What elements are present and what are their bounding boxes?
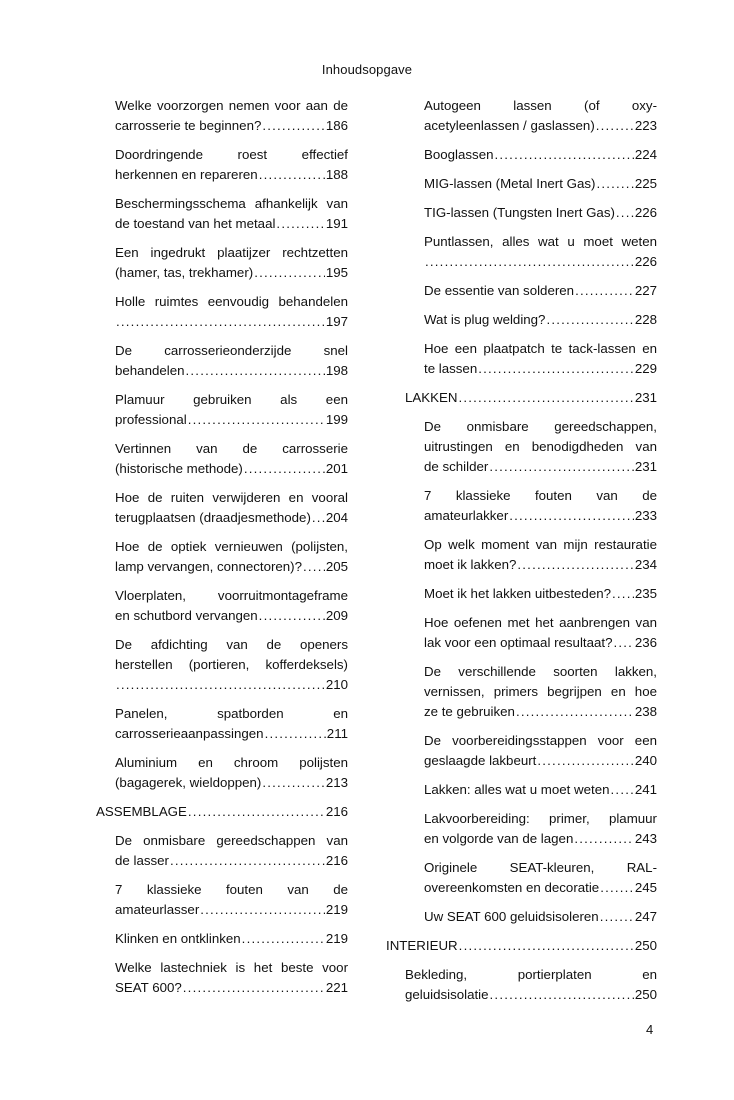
dot-leader — [312, 508, 325, 528]
toc-entry-text-line: De afdichting van de openers — [115, 637, 348, 652]
toc-page-number: 234 — [634, 557, 657, 572]
toc-entry-text-line: Vertinnen van de carrosserie — [115, 441, 348, 456]
toc-page-number: 199 — [325, 412, 348, 427]
dot-leader — [116, 312, 325, 332]
toc-entry-text: carrosserieaanpassingen — [115, 726, 264, 741]
toc-entry-text-line: Plamuur gebruiken als een — [115, 392, 348, 407]
dot-leader — [200, 900, 325, 920]
toc-entry-last-line — [115, 459, 348, 479]
toc-entry-last-line — [96, 802, 348, 822]
toc-entry[interactable] — [115, 929, 348, 949]
toc-entry-text-line: Hoe de ruiten verwijderen en vooral — [115, 490, 348, 505]
toc-page-number: 186 — [325, 118, 348, 133]
dot-leader — [509, 506, 634, 526]
toc-entry-last-line — [424, 584, 657, 604]
dot-leader — [600, 907, 634, 927]
toc-page-number: 228 — [634, 312, 657, 327]
toc-entry[interactable] — [424, 907, 657, 927]
toc-page-number: 250 — [634, 938, 657, 953]
toc-page-number: 233 — [634, 508, 657, 523]
toc-entry-last-line — [115, 214, 348, 234]
toc-entry-last-line — [424, 203, 657, 223]
page-title: Inhoudsopgave — [321, 62, 413, 77]
toc-entry-text: en volgorde van de lagen — [424, 831, 574, 846]
toc-entry-text: de toestand van het metaal — [115, 216, 276, 231]
toc-entry[interactable] — [424, 535, 657, 575]
toc-entry[interactable] — [424, 203, 657, 223]
dot-leader — [516, 702, 634, 722]
toc-entry-text-line: Hoe oefenen met het aanbrengen van — [424, 615, 657, 630]
toc-entry-text-line: Vloerplaten, voorruitmontageframe — [115, 588, 348, 603]
dot-leader — [170, 851, 325, 871]
toc-entry-text-line: Bekleding, portierplaten en — [405, 967, 657, 982]
toc-page-number: 227 — [634, 283, 657, 298]
toc-entry-text: geluidsisolatie — [405, 987, 489, 1002]
toc-entry[interactable] — [115, 958, 348, 998]
toc-entry-text: te lassen — [424, 361, 478, 376]
toc-entry[interactable] — [115, 831, 348, 871]
toc-entry-text: (historische methode) — [115, 461, 243, 476]
toc-entry-text-line: Een ingedrukt plaatijzer rechtzetten — [115, 245, 348, 260]
toc-entry-last-line — [115, 410, 348, 430]
toc-entry-last-line — [115, 263, 348, 283]
toc-entry[interactable] — [115, 880, 348, 920]
toc-entry[interactable] — [424, 96, 657, 136]
toc-page-number: 213 — [325, 775, 348, 790]
toc-entry[interactable] — [424, 780, 657, 800]
toc-entry-text-line: uitrustingen en benodigdheden van — [424, 439, 657, 454]
toc-entry-last-line — [386, 936, 657, 956]
toc-entry-text: amateurlakker — [424, 508, 509, 523]
toc-entry-text: professional — [115, 412, 187, 427]
toc-entry-last-line — [115, 773, 348, 793]
dot-leader — [186, 361, 325, 381]
toc-entry[interactable] — [115, 586, 348, 626]
toc-entry-text: behandelen — [115, 363, 185, 378]
toc-page-number: 245 — [634, 880, 657, 895]
toc-entry-text: acetyleenlassen / gaslassen) — [424, 118, 595, 133]
toc-entry-text: De essentie van solderen — [424, 283, 575, 298]
toc-page-number: 221 — [325, 980, 348, 995]
toc-page-number: 216 — [325, 804, 348, 819]
toc-page-number: 226 — [634, 205, 657, 220]
dot-leader — [495, 145, 634, 165]
toc-entry-text: INTERIEUR — [386, 938, 458, 953]
toc-entry-text-line: De carrosserieonderzijde snel — [115, 343, 348, 358]
toc-page-number: 225 — [634, 176, 657, 191]
toc-page-number: 224 — [634, 147, 657, 162]
toc-entry-text-line: Welke lastechniek is het beste voor — [115, 960, 348, 975]
toc-entry[interactable] — [115, 439, 348, 479]
toc-entry-text-line: herstellen (portieren, kofferdeksels) — [115, 657, 348, 672]
toc-entry-text: carrosserie te beginnen? — [115, 118, 262, 133]
dot-leader — [574, 829, 633, 849]
toc-entry-last-line — [115, 312, 348, 332]
toc-entry-last-line — [405, 388, 657, 408]
toc-page-number: 235 — [634, 586, 657, 601]
toc-entry-text: TIG-lassen (Tungsten Inert Gas) — [424, 205, 615, 220]
toc-entry-text: MIG-lassen (Metal Inert Gas) — [424, 176, 596, 191]
toc-entry-text-line: Holle ruimtes eenvoudig behandelen — [115, 294, 348, 309]
toc-entry-text-line: vernissen, primers begrijpen en hoe — [424, 684, 657, 699]
toc-entry[interactable] — [424, 232, 657, 272]
toc-page-number: 211 — [326, 726, 348, 741]
toc-page-number: 209 — [325, 608, 348, 623]
dot-leader — [254, 263, 325, 283]
toc-page-number: 231 — [634, 459, 657, 474]
toc-entry-text: (hamer, tas, trekhamer) — [115, 265, 254, 280]
toc-entry-text-line: Doordringende roest effectief — [115, 147, 348, 162]
dot-leader — [612, 584, 634, 604]
toc-page-number: 201 — [325, 461, 348, 476]
toc-entry-last-line — [115, 978, 348, 998]
toc-entry[interactable] — [115, 390, 348, 430]
dot-leader — [259, 606, 325, 626]
toc-entry[interactable] — [115, 635, 348, 695]
toc-page-number: 219 — [325, 931, 348, 946]
toc-section[interactable] — [96, 802, 348, 822]
dot-leader — [611, 780, 634, 800]
toc-entry-last-line — [115, 508, 348, 528]
toc-entry-text: geslaagde lakbeurt — [424, 753, 537, 768]
toc-entry-text: terugplaatsen (draadjesmethode) — [115, 510, 311, 525]
toc-entry-last-line — [115, 675, 348, 695]
toc-entry-last-line — [424, 310, 657, 330]
toc-entry[interactable] — [115, 537, 348, 577]
toc-entry-last-line — [405, 985, 657, 1005]
toc-entry[interactable] — [424, 662, 657, 722]
dot-leader — [116, 675, 325, 695]
toc-entry-text: herkennen en repareren — [115, 167, 258, 182]
toc-page-number: 195 — [325, 265, 348, 280]
dot-leader — [183, 978, 325, 998]
toc-section[interactable] — [386, 936, 657, 956]
toc-entry-text: LAKKEN — [405, 390, 458, 405]
toc-entry-text-line: De onmisbare gereedschappen van — [115, 833, 348, 848]
dot-leader — [244, 459, 325, 479]
toc-entry-last-line — [424, 633, 657, 653]
toc-page-number: 231 — [634, 390, 657, 405]
dot-leader — [478, 359, 634, 379]
toc-entry-text: Moet ik het lakken uitbesteden? — [424, 586, 612, 601]
toc-entry-last-line — [424, 907, 657, 927]
toc-entry-text-line: Aluminium en chroom polijsten — [115, 755, 348, 770]
toc-entry-text-line: Puntlassen, alles wat u moet weten — [424, 234, 657, 249]
toc-entry-text: amateurlasser — [115, 902, 200, 917]
page-number: 4 — [646, 1022, 654, 1037]
toc-page-number: 250 — [634, 987, 657, 1002]
toc-entry-last-line — [424, 359, 657, 379]
toc-entry-text-line: Panelen, spatborden en — [115, 706, 348, 721]
toc-page-number: 216 — [325, 853, 348, 868]
dot-leader — [596, 174, 633, 194]
toc-entry-last-line — [424, 702, 657, 722]
toc-page-number: 205 — [325, 559, 348, 574]
dot-leader — [265, 724, 326, 744]
toc-entry-text: Uw SEAT 600 geluidsisoleren — [424, 909, 599, 924]
toc-entry-last-line — [115, 724, 348, 744]
dot-leader — [242, 929, 325, 949]
toc-page-number: 188 — [325, 167, 348, 182]
toc-page-number: 204 — [325, 510, 348, 525]
toc-page-number: 226 — [634, 254, 657, 269]
toc-entry-last-line — [424, 829, 657, 849]
toc-entry-last-line — [424, 174, 657, 194]
toc-page-number: 247 — [634, 909, 657, 924]
toc-entry-last-line — [115, 851, 348, 871]
toc-page-number: 236 — [634, 635, 657, 650]
dot-leader — [276, 214, 324, 234]
toc-entry-text: de lasser — [115, 853, 169, 868]
toc-entry[interactable] — [424, 486, 657, 526]
toc-page-number: 223 — [634, 118, 657, 133]
toc-entry[interactable] — [424, 145, 657, 165]
toc-entry[interactable] — [424, 417, 657, 477]
toc-entry-last-line — [424, 281, 657, 301]
dot-leader — [259, 165, 325, 185]
toc-entry-text: Lakken: alles wat u moet weten — [424, 782, 610, 797]
toc-entry[interactable] — [424, 174, 657, 194]
toc-entry[interactable] — [424, 858, 657, 898]
toc-entry[interactable] — [405, 965, 657, 1005]
dot-leader — [613, 633, 633, 653]
toc-entry-text: ASSEMBLAGE — [96, 804, 187, 819]
toc-entry[interactable] — [115, 292, 348, 332]
dot-leader — [575, 281, 634, 301]
toc-entry-text-line: 7 klassieke fouten van de — [424, 488, 657, 503]
toc-entry-last-line — [424, 506, 657, 526]
toc-entry-text-line: De voorbereidingsstappen voor een — [424, 733, 657, 748]
dot-leader — [596, 116, 634, 136]
toc-entry-text: lamp vervangen, connectoren)? — [115, 559, 303, 574]
toc-entry-last-line — [115, 361, 348, 381]
toc-page-number: 198 — [325, 363, 348, 378]
toc-entry-text: Booglassen — [424, 147, 494, 162]
toc-entry[interactable] — [115, 488, 348, 528]
toc-entry-text: (bagagerek, wieldoppen) — [115, 775, 262, 790]
toc-entry-last-line — [115, 929, 348, 949]
toc-entry-text-line: Originele SEAT-kleuren, RAL- — [424, 860, 657, 875]
toc-entry-last-line — [115, 606, 348, 626]
toc-entry-last-line — [115, 900, 348, 920]
toc-entry[interactable] — [424, 731, 657, 771]
dot-leader — [262, 773, 324, 793]
toc-entry-text-line: Hoe de optiek vernieuwen (polijsten, — [115, 539, 348, 554]
toc-entry-text: moet ik lakken? — [424, 557, 517, 572]
dot-leader — [459, 936, 634, 956]
toc-entry-text: SEAT 600? — [115, 980, 182, 995]
toc-entry[interactable] — [115, 753, 348, 793]
dot-leader — [537, 751, 633, 771]
dot-leader — [616, 203, 634, 223]
dot-leader — [303, 557, 325, 577]
dot-leader — [458, 388, 633, 408]
dot-leader — [490, 985, 634, 1005]
toc-entry-text-line: Lakvoorbereiding: primer, plamuur — [424, 811, 657, 826]
dot-leader — [425, 252, 634, 272]
toc-page-number: 210 — [325, 677, 348, 692]
dot-leader — [600, 878, 634, 898]
toc-page-number: 191 — [325, 216, 348, 231]
dot-leader — [188, 802, 325, 822]
toc-entry[interactable] — [115, 243, 348, 283]
dot-leader — [262, 116, 324, 136]
toc-entry[interactable] — [424, 281, 657, 301]
toc-entry-last-line — [424, 252, 657, 272]
toc-entry-text-line: Autogeen lassen (of oxy- — [424, 98, 657, 113]
toc-entry-text: en schutbord vervangen — [115, 608, 258, 623]
toc-entry[interactable] — [424, 809, 657, 849]
toc-entry-last-line — [424, 555, 657, 575]
toc-right-column — [386, 96, 657, 1014]
toc-page-number: 238 — [634, 704, 657, 719]
dot-leader — [188, 410, 325, 430]
toc-entry[interactable] — [115, 96, 348, 136]
dot-leader — [489, 457, 634, 477]
toc-entry-text: Klinken en ontklinken — [115, 931, 241, 946]
dot-leader — [546, 310, 633, 330]
toc-page-number: 219 — [325, 902, 348, 917]
toc-entry[interactable] — [115, 341, 348, 381]
toc-entry-text: lak voor een optimaal resultaat? — [424, 635, 613, 650]
dot-leader — [517, 555, 633, 575]
toc-entry-text-line: Welke voorzorgen nemen voor aan de — [115, 98, 348, 113]
toc-entry-text-line: Op welk moment van mijn restauratie — [424, 537, 657, 552]
toc-entry[interactable] — [424, 613, 657, 653]
toc-entry-text: ze te gebruiken — [424, 704, 515, 719]
toc-entry-text: de schilder — [424, 459, 489, 474]
toc-page-number: 240 — [634, 753, 657, 768]
toc-entry[interactable] — [405, 388, 657, 408]
toc-entry[interactable] — [115, 145, 348, 185]
toc-entry-last-line — [424, 780, 657, 800]
toc-page-number: 197 — [325, 314, 348, 329]
toc-entry[interactable] — [424, 339, 657, 379]
toc-entry-last-line — [424, 116, 657, 136]
toc-entry-text-line: Beschermingsschema afhankelijk van — [115, 196, 348, 211]
toc-entry-last-line — [424, 145, 657, 165]
toc-entry[interactable] — [424, 310, 657, 330]
toc-entry-text-line: De verschillende soorten lakken, — [424, 664, 657, 679]
toc-entry-last-line — [115, 165, 348, 185]
toc-entry[interactable] — [115, 704, 348, 744]
toc-entry-last-line — [424, 457, 657, 477]
toc-entry-text: Wat is plug welding? — [424, 312, 546, 327]
toc-page-number: 241 — [634, 782, 657, 797]
toc-left-column — [96, 96, 348, 1007]
toc-page-number: 243 — [634, 831, 657, 846]
toc-entry-text-line: De onmisbare gereedschappen, — [424, 419, 657, 434]
toc-entry-last-line — [424, 751, 657, 771]
toc-entry-text: overeenkomsten en decoratie — [424, 880, 600, 895]
toc-entry[interactable] — [115, 194, 348, 234]
toc-entry-last-line — [115, 557, 348, 577]
toc-page-number: 229 — [634, 361, 657, 376]
toc-entry-text-line: Hoe een plaatpatch te tack-lassen en — [424, 341, 657, 356]
toc-entry-last-line — [424, 878, 657, 898]
toc-entry-text-line: 7 klassieke fouten van de — [115, 882, 348, 897]
toc-entry-last-line — [115, 116, 348, 136]
toc-entry[interactable] — [424, 584, 657, 604]
